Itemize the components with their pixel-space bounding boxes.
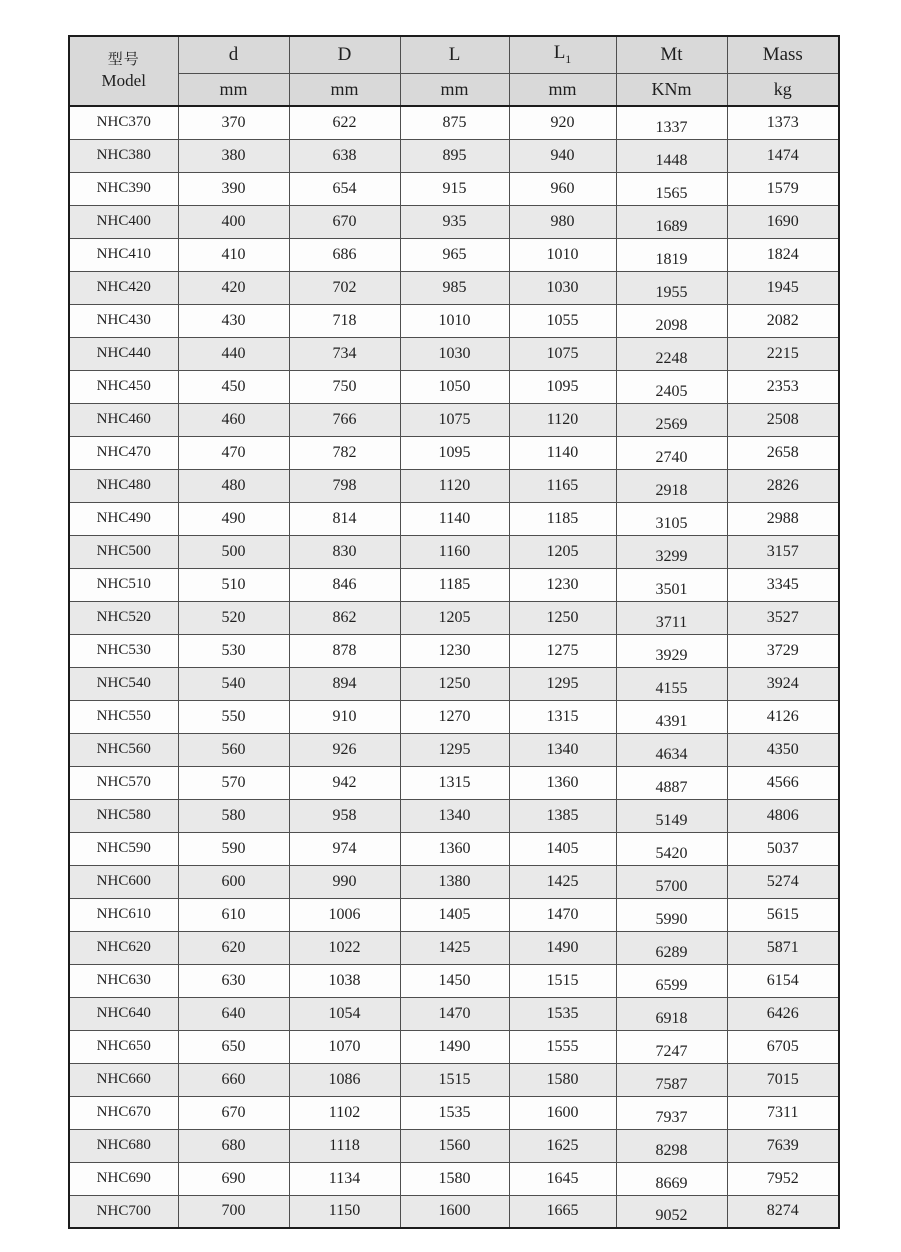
cell-mt: 2740	[616, 436, 727, 469]
cell-d: 500	[178, 535, 289, 568]
cell-mass: 2508	[727, 403, 839, 436]
cell-l: 1095	[400, 436, 509, 469]
table-row	[69, 172, 839, 205]
cell-model: NHC380	[69, 139, 178, 172]
cell-mt: 3299	[616, 535, 727, 568]
cell-l: 1515	[400, 1063, 509, 1096]
column-header-l: L	[400, 36, 509, 73]
cell-l1: 1665	[509, 1195, 616, 1228]
cell-l1: 1360	[509, 766, 616, 799]
cell-model: NHC620	[69, 931, 178, 964]
cell-mt: 2248	[616, 337, 727, 370]
cell-l1: 1140	[509, 436, 616, 469]
table-row	[69, 436, 839, 469]
cell-mt: 4391	[616, 700, 727, 733]
cell-mt: 1448	[616, 139, 727, 172]
cell-l1: 1230	[509, 568, 616, 601]
cell-model: NHC540	[69, 667, 178, 700]
cell-mt: 1955	[616, 271, 727, 304]
cell-l: 1010	[400, 304, 509, 337]
cell-model: NHC680	[69, 1129, 178, 1162]
cell-l: 1185	[400, 568, 509, 601]
cell-d: 540	[178, 667, 289, 700]
cell-d: 430	[178, 304, 289, 337]
table-row	[69, 469, 839, 502]
cell-model: NHC630	[69, 964, 178, 997]
cell-l: 1075	[400, 403, 509, 436]
cell-mass: 2658	[727, 436, 839, 469]
cell-d: 590	[178, 832, 289, 865]
column-header-l1: $L_1$	[509, 36, 616, 73]
cell-big-d: 1070	[289, 1030, 400, 1063]
cell-d: 370	[178, 106, 289, 139]
cell-big-d: 1054	[289, 997, 400, 1030]
table-row	[69, 832, 839, 865]
cell-l: 985	[400, 271, 509, 304]
cell-model: NHC650	[69, 1030, 178, 1063]
cell-l1: 1165	[509, 469, 616, 502]
cell-d: 480	[178, 469, 289, 502]
cell-l1: 1275	[509, 634, 616, 667]
table-row	[69, 535, 839, 568]
cell-mt: 6599	[616, 964, 727, 997]
table-row	[69, 205, 839, 238]
cell-big-d: 750	[289, 370, 400, 403]
cell-model: NHC640	[69, 997, 178, 1030]
cell-big-d: 622	[289, 106, 400, 139]
table-row	[69, 997, 839, 1030]
cell-mass: 2353	[727, 370, 839, 403]
cell-mass: 4350	[727, 733, 839, 766]
cell-l1: 1055	[509, 304, 616, 337]
cell-l: 1360	[400, 832, 509, 865]
cell-big-d: 862	[289, 601, 400, 634]
cell-d: 510	[178, 568, 289, 601]
table-row	[69, 304, 839, 337]
cell-mass: 5274	[727, 865, 839, 898]
cell-mt: 7937	[616, 1096, 727, 1129]
cell-mt: 7247	[616, 1030, 727, 1063]
cell-l: 1030	[400, 337, 509, 370]
cell-l: 1295	[400, 733, 509, 766]
cell-model: NHC420	[69, 271, 178, 304]
cell-d: 650	[178, 1030, 289, 1063]
cell-mt: 5420	[616, 832, 727, 865]
cell-big-d: 638	[289, 139, 400, 172]
cell-mt: 3929	[616, 634, 727, 667]
cell-mass: 7952	[727, 1162, 839, 1195]
cell-l: 1140	[400, 502, 509, 535]
table-row	[69, 1096, 839, 1129]
cell-l1: 920	[509, 106, 616, 139]
cell-d: 460	[178, 403, 289, 436]
cell-d: 560	[178, 733, 289, 766]
cell-l1: 1185	[509, 502, 616, 535]
table-row	[69, 1129, 839, 1162]
cell-l1: 1425	[509, 865, 616, 898]
cell-d: 420	[178, 271, 289, 304]
model-column-header	[69, 36, 178, 106]
cell-mt: 1819	[616, 238, 727, 271]
cell-l1: 1515	[509, 964, 616, 997]
cell-mass: 7639	[727, 1129, 839, 1162]
cell-l: 1560	[400, 1129, 509, 1162]
cell-mass: 1690	[727, 205, 839, 238]
cell-mt: 3501	[616, 568, 727, 601]
cell-model: NHC670	[69, 1096, 178, 1129]
cell-mt: 4887	[616, 766, 727, 799]
cell-big-d: 942	[289, 766, 400, 799]
cell-mass: 5615	[727, 898, 839, 931]
cell-d: 490	[178, 502, 289, 535]
cell-model: NHC500	[69, 535, 178, 568]
cell-d: 630	[178, 964, 289, 997]
cell-l: 1535	[400, 1096, 509, 1129]
cell-big-d: 1006	[289, 898, 400, 931]
table-row	[69, 337, 839, 370]
cell-mt: 3711	[616, 601, 727, 634]
cell-d: 580	[178, 799, 289, 832]
cell-big-d: 974	[289, 832, 400, 865]
cell-mass: 3345	[727, 568, 839, 601]
column-header-mt: Mt	[616, 36, 727, 73]
cell-d: 570	[178, 766, 289, 799]
cell-l: 1050	[400, 370, 509, 403]
cell-model: NHC410	[69, 238, 178, 271]
cell-l1: 1625	[509, 1129, 616, 1162]
cell-mass: 2082	[727, 304, 839, 337]
cell-mt: 5990	[616, 898, 727, 931]
cell-l: 1490	[400, 1030, 509, 1063]
table-row	[69, 634, 839, 667]
table-row	[69, 1195, 839, 1228]
cell-l1: 1010	[509, 238, 616, 271]
table-row	[69, 568, 839, 601]
cell-mt: 9052	[616, 1195, 727, 1228]
cell-l1: 980	[509, 205, 616, 238]
cell-model: NHC520	[69, 601, 178, 634]
cell-l: 1250	[400, 667, 509, 700]
cell-model: NHC400	[69, 205, 178, 238]
cell-mass: 4566	[727, 766, 839, 799]
cell-l: 1450	[400, 964, 509, 997]
cell-l: 1580	[400, 1162, 509, 1195]
cell-d: 390	[178, 172, 289, 205]
cell-l: 1160	[400, 535, 509, 568]
table-row	[69, 898, 839, 931]
cell-l1: 960	[509, 172, 616, 205]
cell-mass: 1945	[727, 271, 839, 304]
cell-model: NHC510	[69, 568, 178, 601]
cell-big-d: 990	[289, 865, 400, 898]
cell-l1: 1250	[509, 601, 616, 634]
cell-big-d: 1102	[289, 1096, 400, 1129]
cell-mt: 3105	[616, 502, 727, 535]
cell-mt: 8298	[616, 1129, 727, 1162]
cell-big-d: 670	[289, 205, 400, 238]
cell-d: 690	[178, 1162, 289, 1195]
unit-header-mt: KNm	[616, 73, 727, 106]
cell-l1: 1030	[509, 271, 616, 304]
cell-mass: 6154	[727, 964, 839, 997]
cell-big-d: 894	[289, 667, 400, 700]
cell-d: 400	[178, 205, 289, 238]
cell-d: 550	[178, 700, 289, 733]
cell-l: 965	[400, 238, 509, 271]
cell-mt: 1565	[616, 172, 727, 205]
cell-big-d: 830	[289, 535, 400, 568]
column-header-big-d: D	[289, 36, 400, 73]
cell-d: 380	[178, 139, 289, 172]
cell-l: 875	[400, 106, 509, 139]
cell-mass: 4806	[727, 799, 839, 832]
cell-big-d: 878	[289, 634, 400, 667]
cell-model: NHC550	[69, 700, 178, 733]
table-row	[69, 964, 839, 997]
cell-l: 895	[400, 139, 509, 172]
cell-big-d: 910	[289, 700, 400, 733]
cell-l1: 940	[509, 139, 616, 172]
cell-l1: 1205	[509, 535, 616, 568]
cell-mass: 2826	[727, 469, 839, 502]
cell-mass: 5037	[727, 832, 839, 865]
cell-model: NHC580	[69, 799, 178, 832]
cell-mass: 3729	[727, 634, 839, 667]
cell-d: 450	[178, 370, 289, 403]
cell-l1: 1315	[509, 700, 616, 733]
cell-model: NHC690	[69, 1162, 178, 1195]
cell-l: 935	[400, 205, 509, 238]
cell-d: 600	[178, 865, 289, 898]
cell-big-d: 782	[289, 436, 400, 469]
cell-mt: 5149	[616, 799, 727, 832]
cell-mt: 6289	[616, 931, 727, 964]
cell-l1: 1470	[509, 898, 616, 931]
table-row	[69, 1030, 839, 1063]
table-row	[69, 667, 839, 700]
cell-l: 1470	[400, 997, 509, 1030]
cell-d: 440	[178, 337, 289, 370]
cell-mass: 5871	[727, 931, 839, 964]
cell-big-d: 1134	[289, 1162, 400, 1195]
cell-l: 1600	[400, 1195, 509, 1228]
table-row	[69, 700, 839, 733]
cell-mass: 6426	[727, 997, 839, 1030]
cell-l: 1425	[400, 931, 509, 964]
cell-d: 470	[178, 436, 289, 469]
table-row	[69, 238, 839, 271]
cell-mt: 8669	[616, 1162, 727, 1195]
cell-mt: 2405	[616, 370, 727, 403]
table-row	[69, 1162, 839, 1195]
cell-mass: 3157	[727, 535, 839, 568]
cell-big-d: 1118	[289, 1129, 400, 1162]
cell-mass: 1824	[727, 238, 839, 271]
cell-d: 670	[178, 1096, 289, 1129]
table-row	[69, 1063, 839, 1096]
cell-mass: 6705	[727, 1030, 839, 1063]
cell-l: 1340	[400, 799, 509, 832]
cell-l: 1205	[400, 601, 509, 634]
cell-l1: 1120	[509, 403, 616, 436]
model-header-cn: 型号	[107, 52, 140, 68]
cell-mass: 8274	[727, 1195, 839, 1228]
cell-mass: 3527	[727, 601, 839, 634]
cell-d: 520	[178, 601, 289, 634]
cell-model: NHC700	[69, 1195, 178, 1228]
table-row	[69, 271, 839, 304]
cell-mass: 2988	[727, 502, 839, 535]
cell-l: 1405	[400, 898, 509, 931]
cell-model: NHC590	[69, 832, 178, 865]
unit-header-l: mm	[400, 73, 509, 106]
column-header-mass: Mass	[727, 36, 839, 73]
cell-big-d: 654	[289, 172, 400, 205]
cell-mass: 7015	[727, 1063, 839, 1096]
cell-d: 700	[178, 1195, 289, 1228]
cell-model: NHC560	[69, 733, 178, 766]
table-row	[69, 139, 839, 172]
cell-d: 530	[178, 634, 289, 667]
cell-mass: 3924	[727, 667, 839, 700]
cell-big-d: 702	[289, 271, 400, 304]
cell-big-d: 686	[289, 238, 400, 271]
cell-model: NHC480	[69, 469, 178, 502]
cell-mt: 7587	[616, 1063, 727, 1096]
cell-l: 1270	[400, 700, 509, 733]
cell-d: 660	[178, 1063, 289, 1096]
cell-l: 1315	[400, 766, 509, 799]
cell-l1: 1075	[509, 337, 616, 370]
cell-model: NHC470	[69, 436, 178, 469]
cell-model: NHC440	[69, 337, 178, 370]
table-row	[69, 799, 839, 832]
cell-l1: 1600	[509, 1096, 616, 1129]
cell-mass: 1373	[727, 106, 839, 139]
cell-mt: 2569	[616, 403, 727, 436]
cell-d: 620	[178, 931, 289, 964]
cell-mt: 1337	[616, 106, 727, 139]
cell-l1: 1095	[509, 370, 616, 403]
cell-l1: 1555	[509, 1030, 616, 1063]
cell-mass: 1474	[727, 139, 839, 172]
cell-l: 1120	[400, 469, 509, 502]
cell-mass: 4126	[727, 700, 839, 733]
unit-header-big-d: mm	[289, 73, 400, 106]
cell-model: NHC600	[69, 865, 178, 898]
cell-l: 1380	[400, 865, 509, 898]
header-name-row	[69, 36, 839, 73]
cell-mt: 2918	[616, 469, 727, 502]
cell-mass: 1579	[727, 172, 839, 205]
cell-mt: 1689	[616, 205, 727, 238]
table-row	[69, 106, 839, 139]
table-body	[69, 106, 839, 1228]
cell-model: NHC450	[69, 370, 178, 403]
cell-mt: 5700	[616, 865, 727, 898]
cell-d: 610	[178, 898, 289, 931]
column-header-d: d	[178, 36, 289, 73]
cell-big-d: 718	[289, 304, 400, 337]
unit-header-d: mm	[178, 73, 289, 106]
cell-model: NHC610	[69, 898, 178, 931]
table-header	[69, 36, 839, 106]
cell-model: NHC660	[69, 1063, 178, 1096]
cell-big-d: 846	[289, 568, 400, 601]
cell-model: NHC490	[69, 502, 178, 535]
cell-big-d: 958	[289, 799, 400, 832]
cell-l1: 1645	[509, 1162, 616, 1195]
cell-mass: 2215	[727, 337, 839, 370]
header-unit-row	[69, 73, 839, 106]
cell-model: NHC370	[69, 106, 178, 139]
table-row	[69, 370, 839, 403]
cell-model: NHC530	[69, 634, 178, 667]
cell-l1: 1385	[509, 799, 616, 832]
cell-l: 915	[400, 172, 509, 205]
unit-header-l1: mm	[509, 73, 616, 106]
table-row	[69, 601, 839, 634]
unit-header-mass: kg	[727, 73, 839, 106]
cell-l1: 1580	[509, 1063, 616, 1096]
cell-mt: 4634	[616, 733, 727, 766]
cell-l1: 1490	[509, 931, 616, 964]
cell-big-d: 1038	[289, 964, 400, 997]
cell-mt: 4155	[616, 667, 727, 700]
cell-d: 680	[178, 1129, 289, 1162]
cell-big-d: 798	[289, 469, 400, 502]
cell-l1: 1535	[509, 997, 616, 1030]
spec-table	[68, 35, 840, 1229]
table-row	[69, 766, 839, 799]
cell-big-d: 926	[289, 733, 400, 766]
cell-big-d: 766	[289, 403, 400, 436]
cell-mt: 6918	[616, 997, 727, 1030]
cell-big-d: 1086	[289, 1063, 400, 1096]
table-row	[69, 733, 839, 766]
cell-model: NHC390	[69, 172, 178, 205]
cell-big-d: 814	[289, 502, 400, 535]
cell-big-d: 734	[289, 337, 400, 370]
cell-l1: 1405	[509, 832, 616, 865]
table-row	[69, 931, 839, 964]
cell-d: 640	[178, 997, 289, 1030]
cell-model: NHC430	[69, 304, 178, 337]
table-row	[69, 865, 839, 898]
cell-l1: 1295	[509, 667, 616, 700]
cell-mt: 2098	[616, 304, 727, 337]
model-header-en: Model	[101, 70, 146, 90]
cell-model: NHC460	[69, 403, 178, 436]
cell-model: NHC570	[69, 766, 178, 799]
cell-big-d: 1150	[289, 1195, 400, 1228]
cell-l1: 1340	[509, 733, 616, 766]
cell-mass: 7311	[727, 1096, 839, 1129]
cell-d: 410	[178, 238, 289, 271]
cell-big-d: 1022	[289, 931, 400, 964]
table-row	[69, 403, 839, 436]
cell-l: 1230	[400, 634, 509, 667]
table-row	[69, 502, 839, 535]
